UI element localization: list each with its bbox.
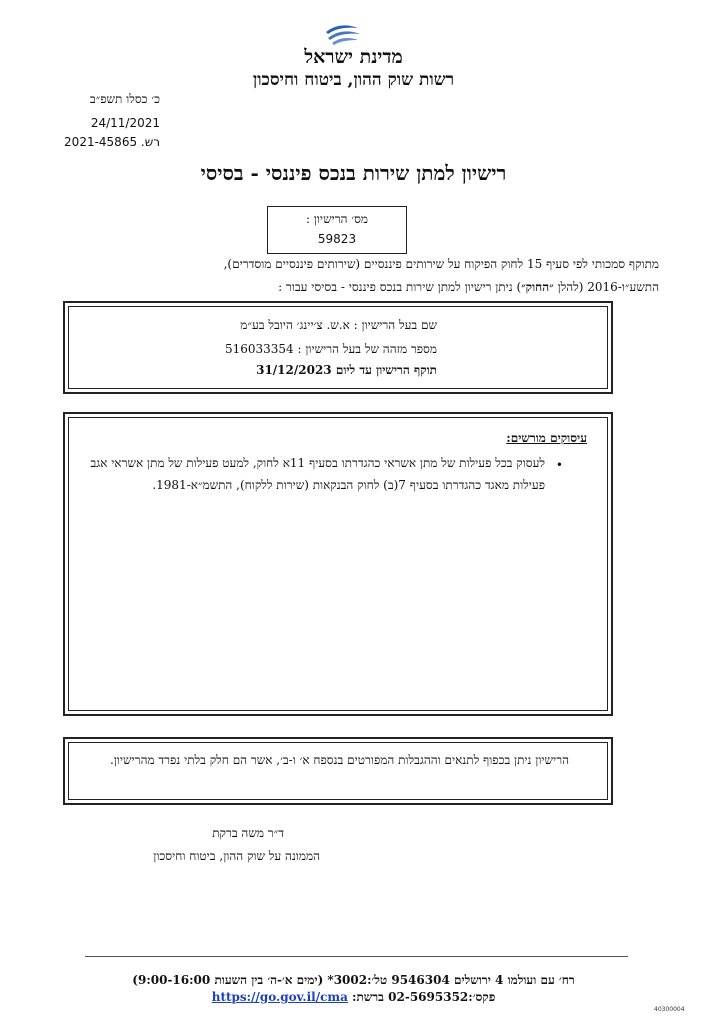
license-validity: תוקף הרישיון עד ליום 31/12/2023: [256, 363, 437, 377]
license-number-label: מס׳ הרישיון :: [305, 212, 369, 226]
signatory-name: ד״ר משה ברקת: [212, 826, 284, 840]
conditions-text: הרישיון ניתן בכפוף לתנאים וההגבלות המפורטים בנספח א׳ ו-ב׳, אשר הם חלק בלתי נפרד מהרישיון.: [109, 753, 569, 767]
authority-name: רשות שוק ההון, ביטוח וחיסכון: [252, 70, 455, 90]
intro-line-1: מתוקף סמכותי לפי סעיף 15 לחוק הפיקוח על שירותים פיננסיים (שירותים פיננסיים מוסדרים),: [223, 257, 659, 271]
intro-line-2: [79, 280, 659, 295]
license-holder-box: [63, 301, 613, 394]
document-title: רישיון למתן שירות בנכס פיננסי - בסיסי: [200, 161, 507, 185]
holder-id: מספר מזהה של בעל הרישיון : 516033354: [224, 342, 437, 356]
footer-fax: פקס׳:02-5695352 ברשת:: [347, 990, 496, 1004]
license-number-value: 59823: [317, 232, 357, 246]
footer-contact: [0, 990, 707, 1005]
license-number-box: [267, 206, 407, 254]
reference-number: רש. 2021-45865: [64, 135, 160, 149]
law-term: ״החוק״: [521, 280, 554, 294]
intro-line-2-pre: התשע״ו-2016 (להלן: [553, 280, 659, 294]
signatory-role: הממונה על שוק ההון, ביטוח וחיסכון: [153, 849, 320, 863]
holder-name: שם בעל הרישיון : א.ש. צ׳יינג׳ היובל בע״מ: [240, 318, 437, 332]
activities-title: עיסוקים מורשים:: [506, 431, 587, 445]
footer-address: רח׳ עם ועולמו 4 ירושלים 9546304 טל׳:3002* (ימים א׳-ה׳ בין השעות 9:00-16:00): [132, 973, 575, 987]
bullet-icon: •: [555, 458, 563, 472]
conditions-box: [63, 737, 613, 805]
activities-text: לעסוק בכל פעילות של מתן אשראי כהגדרתו בסעיף 11א לחוק, למעט פעילות של מתן אשראי אגב פעילות מאגד כהגדרתו בסעיף 7(ב) לחוק הבנקאות (שירות ללקוח), התשמ״א-1981.: [90, 456, 545, 492]
permitted-activities-box: [63, 412, 613, 716]
issue-date: 24/11/2021: [90, 116, 160, 130]
footer-website-link[interactable]: https://go.gov.il/cma: [211, 990, 348, 1004]
hebrew-date: כ׳ כסלו תשפ״ב: [89, 92, 160, 106]
document-code: 40300004: [654, 1006, 685, 1013]
intro-line-2-post: ) ניתן רישיון למתן שירות בנכס פיננסי - בסיסי עבור :: [278, 280, 522, 294]
state-name: מדינת ישראל: [304, 46, 403, 68]
israel-state-emblem-wave-icon: [322, 18, 362, 48]
footer-divider: [85, 956, 628, 957]
